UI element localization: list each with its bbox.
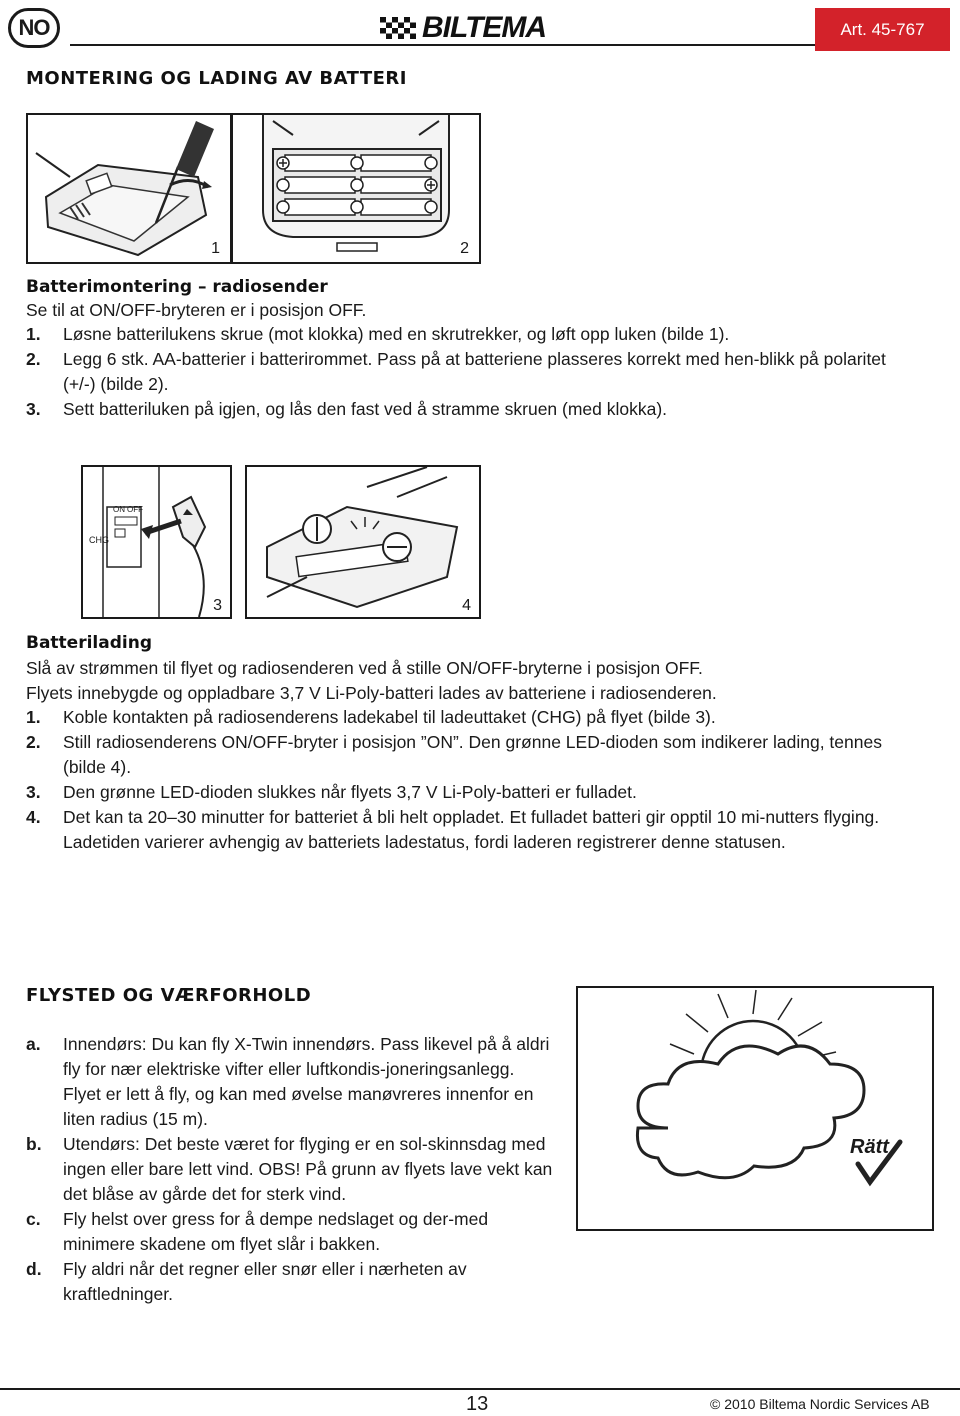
- list-item: 1. Koble kontakten på radiosenderens ladekabel til ladeuttaket (CHG) på flyet (bilde 3).: [26, 707, 716, 727]
- mounting-steps-list: [26, 322, 916, 422]
- charging-steps-list: [26, 705, 916, 855]
- figure-3: [81, 465, 232, 619]
- list-item: 2. Still radiosenderens ON/OFF-bryter i posisjon ”ON”. Den grønne LED-dioden som indikerer lading, tennes (bilde 4).: [26, 732, 882, 777]
- off-label: OFF: [127, 505, 143, 514]
- weather-check-label: Rätt: [850, 1136, 889, 1158]
- figure-2: [231, 113, 481, 264]
- checkered-flag-icon: [380, 17, 416, 39]
- figure-number: 1: [211, 240, 220, 257]
- language-code: NO: [18, 15, 50, 40]
- footer-rule: [0, 1388, 960, 1390]
- figure-number: 4: [462, 597, 471, 614]
- battery-compartment-illustration: [233, 115, 479, 262]
- list-item: 2. Legg 6 stk. AA-batterier i batterirommet. Pass på at batteriene plasseres korrekt med hen-blikk på polaritet (+/-) (bilde 2).: [26, 349, 886, 394]
- article-number-box: [815, 8, 950, 51]
- figure-number: 3: [213, 597, 222, 614]
- on-label: ON: [113, 505, 125, 514]
- brand-name: BILTEMA: [422, 11, 547, 44]
- section-title-flying-weather: FLYSTED OG VÆRFORHOLD: [26, 985, 312, 1006]
- page-number: 13: [466, 1393, 489, 1415]
- screwdriver-transmitter-illustration: [28, 115, 230, 262]
- list-item: 1. Løsne batterilukens skrue (mot klokka) med en skrutrekker, og løft opp luken (bilde 1).: [26, 324, 730, 344]
- list-item: c. Fly helst over gress for å dempe nedslaget og der-med minimere skadene om flyet slår i bakken.: [26, 1209, 489, 1254]
- list-item: 3. Sett batteriluken på igjen, og lås den fast ved å stramme skruen (med klokka).: [26, 399, 668, 419]
- figure-1: [26, 113, 232, 264]
- list-item: 3. Den grønne LED-dioden slukkes når flyets 3,7 V Li-Poly-batteri er fulladet.: [26, 782, 637, 802]
- intro-text: Se til at ON/OFF-bryteren er i posisjon OFF.: [26, 300, 367, 320]
- subtitle-battery-charging: Batterilading: [26, 633, 152, 653]
- language-badge: [8, 8, 60, 48]
- chg-label: CHG: [89, 535, 109, 545]
- brand-logo: [380, 12, 546, 44]
- transmitter-charging-illustration: [247, 467, 479, 617]
- article-number: Art. 45-767: [840, 19, 925, 39]
- weather-figure: [576, 986, 934, 1231]
- figure-4: [245, 465, 481, 619]
- copyright: © 2010 Biltema Nordic Services AB: [710, 1396, 930, 1412]
- subtitle-battery-mounting: Batterimontering – radiosender: [26, 277, 328, 297]
- list-item: d. Fly aldri når det regner eller snør eller i nærheten av kraftledninger.: [26, 1259, 467, 1304]
- sun-cloud-illustration: [578, 988, 932, 1229]
- list-item: 4. Det kan ta 20–30 minutter for batteriet å bli helt oppladet. Et fulladet batteri gir opptil 10 mi-nutters flyging. Ladetiden varierer avhengig av batteriets ladestatus, fordi laderen registrerer denne statusen.: [26, 807, 880, 852]
- section-title-mounting: MONTERING OG LADING AV BATTERI: [26, 68, 407, 89]
- list-item: b. Utendørs: Det beste været for flyging er en sol-skinnsdag med ingen eller bare lett vind. OBS! På grunn av flyets lave vekt kan det blåse av gårde det for sterk vind.: [26, 1134, 553, 1204]
- flying-conditions-list: [26, 1032, 556, 1307]
- list-item: a. Innendørs: Du kan fly X-Twin innendørs. Pass likevel på å aldri fly for nær elektriske vifter eller luftkondis-joneringsanlegg. Flyet er lett å fly, og kan med øvelse manøvreres innenfor en liten radius (15 m).: [26, 1034, 550, 1129]
- figure-number: 2: [460, 240, 469, 257]
- charging-intro: Slå av strømmen til flyet og radiosenderen ved å stille ON/OFF-bryterne i posisjon OFF. Flyets innebygde og oppladbare 3,7 V Li-Poly-batteri lades av batteriene i radiosenderen.: [26, 658, 717, 703]
